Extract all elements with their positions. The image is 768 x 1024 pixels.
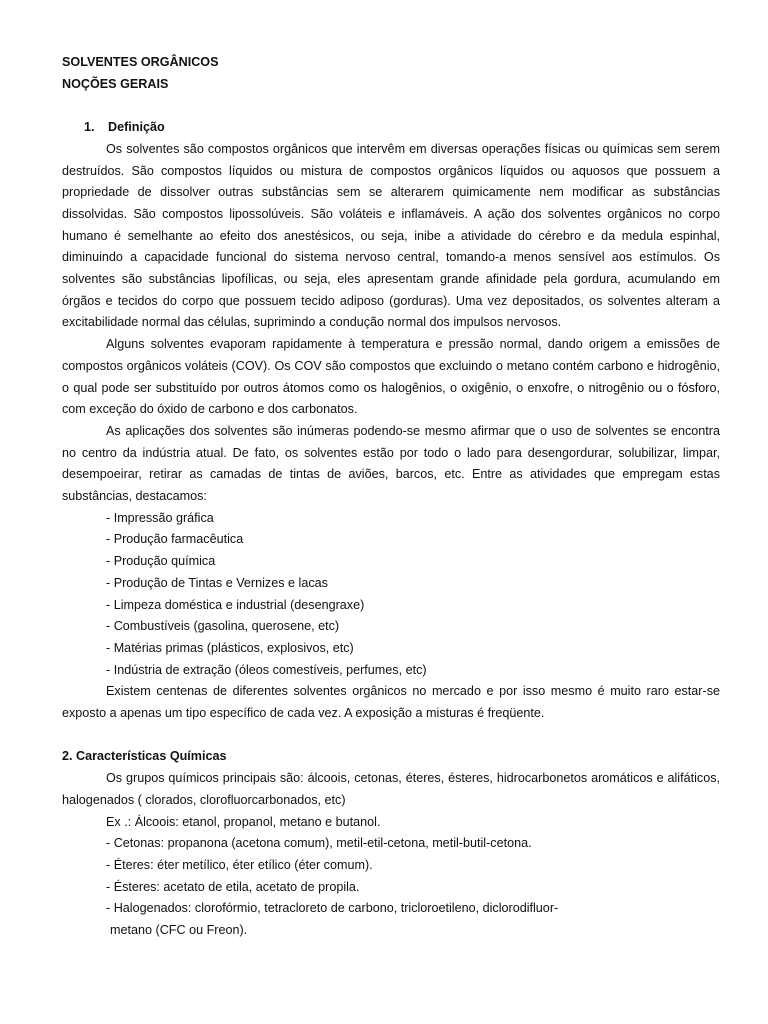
list-item-continuation: metano (CFC ou Freon). [110,923,248,938]
list-item: - Produção química [106,554,216,569]
list-item: - Cetonas: propanona (acetona comum), metil-etil-cetona, metil-butil-cetona. [106,836,532,851]
document-title: SOLVENTES ORGÂNICOS [62,55,219,69]
document-subtitle: NOÇÕES GERAIS [62,76,169,91]
section-1-paragraph: As aplicações dos solventes são inúmeras podendo-se mesmo afirmar que o uso de solventes se encontra no centro da indústria atual. De fato, os solventes estão por todo o lado para desengordurar, solubilizar, limpar, desempoeirar, retirar as camadas de tintas de aviões, barcos, etc. Entre as atividades que empregam estas substâncias, destacamos: [62,423,720,504]
section-2-heading: 2. Características Químicas [62,749,227,764]
document-page [62,52,720,942]
section-1-paragraph: Alguns solventes evaporam rapidamente à temperatura e pressão normal, dando origem a emissões de compostos orgânicos voláteis (COV). Os COV são compostos que excluindo o metano contém carbono e hidrogênio, o qual pode ser substituído por outros átomos como os halogênios, o oxigênio, o enxofre, o nitrogênio ou o fósforo, com exceção do óxido de carbono e dos carbonatos. [62,337,720,417]
list-item: - Halogenados: clorofórmio, tetracloreto de carbono, tricloroetileno, diclorodifluor- [106,901,559,916]
section-1-heading [62,117,720,139]
section-1-number: 1. [84,120,95,135]
spacer [62,725,720,747]
spacer [62,95,720,117]
list-item: - Indústria de extração (óleos comestíveis, perfumes, etc) [106,662,427,677]
list-item: - Ésteres: acetato de etila, acetato de propila. [106,879,360,894]
list-item: - Produção de Tintas e Vernizes e lacas [106,575,328,590]
list-item: - Éteres: éter metílico, éter etílico (éter comum). [106,857,373,872]
section-1-title: Definição [108,120,165,135]
section-1-paragraph: Os solventes são compostos orgânicos que intervêm em diversas operações físicas ou químicas sem serem destruídos. São compostos líquidos ou mistura de compostos orgânicos líquidos ou aquosos que possuem a propriedade de dissolver outras substâncias sem se alterarem quimicamente nem modificar as substâncias dissolvidas. São compostos lipossolúveis. São voláteis e inflamáveis. A ação dos solventes orgânicos no corpo humano é semelhante ao efeito dos anestésicos, ou seja, inibe a atividade do cérebro e da medula espinhal, diminuindo a capacidade funcional do sistema nervoso central, tomando-a menos sensível aos estímulos. Os solventes são substâncias lipofílicas, ou seja, eles apresentam grande afinidade pela gordura, acumulando em órgãos e tecidos do corpo que possuem tecido adiposo (gorduras). Uma vez depositados, os solventes alteram a excitabilidade normal das células, suprimindo a condução normal dos impulsos nervosos. [62,141,720,330]
list-item: - Produção farmacêutica [106,532,244,547]
list-item: Ex .: Álcoois: etanol, propanol, metano e butanol. [106,814,381,829]
section-1-paragraph: Existem centenas de diferentes solventes orgânicos no mercado e por isso mesmo é muito raro estar-se exposto a apenas um tipo específico de cada vez. A exposição a misturas é freqüente. [62,684,720,721]
list-item: - Matérias primas (plásticos, explosivos, etc) [106,640,354,655]
activities-list [62,508,720,682]
list-item: - Combustíveis (gasolina, querosene, etc) [106,619,340,634]
chemical-groups-list [62,812,720,942]
list-item: - Limpeza doméstica e industrial (desengraxe) [106,597,365,612]
list-item: - Impressão gráfica [106,510,214,525]
section-2-paragraph: Os grupos químicos principais são: álcoois, cetonas, éteres, ésteres, hidrocarbonetos aromáticos e alifáticos, halogenados ( clorados, clorofluorcarbonados, etc) [62,771,720,807]
